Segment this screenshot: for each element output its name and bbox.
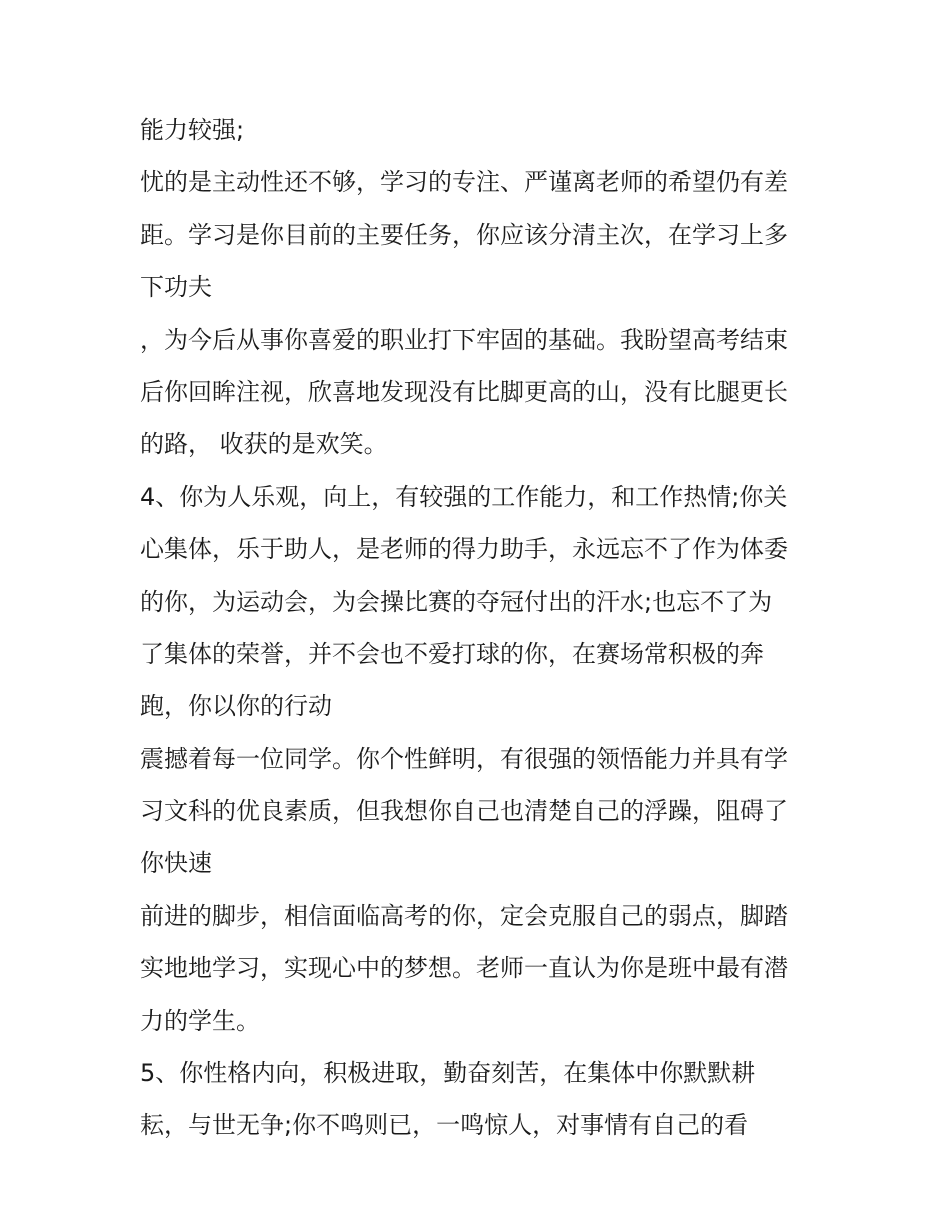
text-line: 震撼着每一位同学。你个性鲜明，有很强的领悟能力并具有学 xyxy=(140,744,788,773)
text-line: 下功夫 xyxy=(140,273,212,302)
text-line: 心集体，乐于助人，是老师的得力助手，永远忘不了作为体委 xyxy=(140,535,788,564)
text-line: 耘，与世无争;你不鸣则已，一鸣惊人，对事情有自己的看 xyxy=(140,1111,749,1140)
text-line: 前进的脚步，相信面临高考的你，定会克服自己的弱点，脚踏 xyxy=(140,901,788,930)
text-line: 后你回眸注视，欣喜地发现没有比脚更高的山，没有比腿更长 xyxy=(140,377,788,406)
text-line: 跑，你以你的行动 xyxy=(140,692,332,721)
text-line: 习文科的优良素质，但我想你自己也清楚自己的浮躁，阻碍了 xyxy=(140,797,788,826)
text-line: 力的学生。 xyxy=(140,1006,260,1035)
text-line: 能力较强; xyxy=(140,116,245,144)
text-line: 实地地学习，实现心中的梦想。老师一直认为你是班中最有潜 xyxy=(140,954,788,983)
text-line: 5、你性格内向，积极进取，勤奋刻苦，在集体中你默默耕 xyxy=(140,1059,756,1088)
text-line: 4、你为人乐观，向上，有较强的工作能力，和工作热情;你关 xyxy=(140,482,788,511)
text-line: 距。学习是你目前的主要任务，你应该分清主次，在学习上多 xyxy=(140,220,788,249)
body-text xyxy=(140,107,820,1155)
text-line: 忧的是主动性还不够，学习的专注、严谨离老师的希望仍有差 xyxy=(140,168,788,197)
text-line: 你快速 xyxy=(140,849,212,878)
text-line: 的路， 收获的是欢笑。 xyxy=(140,430,388,459)
text-line: ，为今后从事你喜爱的职业打下牢固的基础。我盼望高考结束 xyxy=(140,325,788,354)
text-line: 的你，为运动会，为会操比赛的夺冠付出的汗水;也忘不了为 xyxy=(140,587,773,616)
text-line: 了集体的荣誉，并不会也不爱打球的你，在赛场常积极的奔 xyxy=(140,639,764,668)
